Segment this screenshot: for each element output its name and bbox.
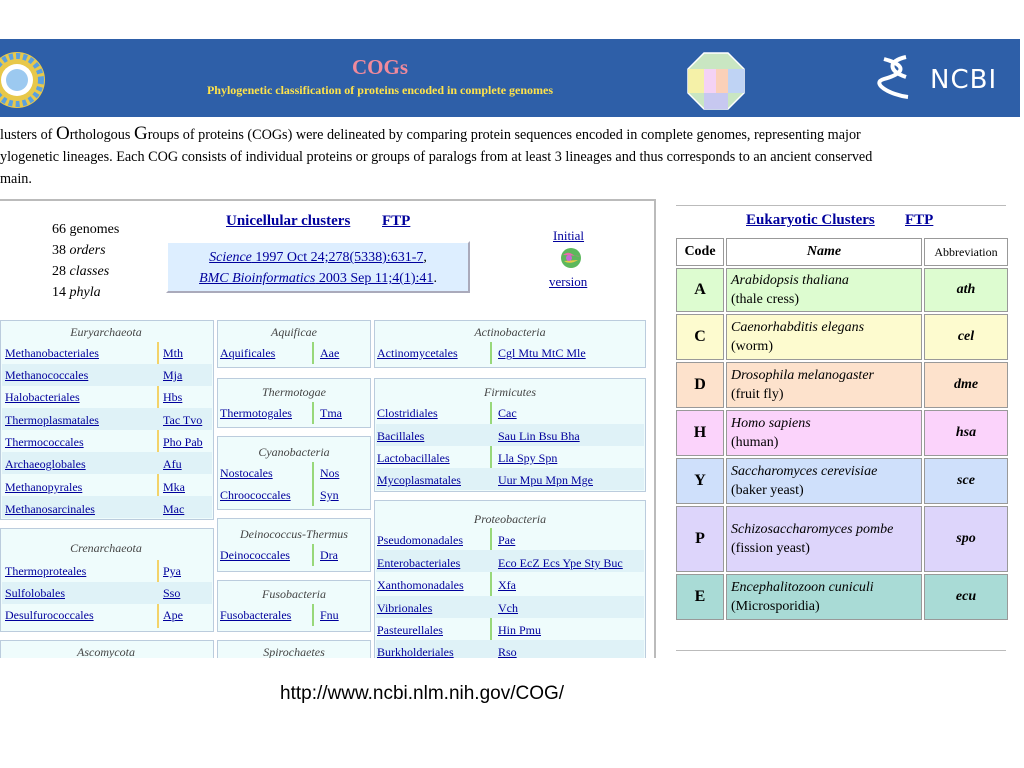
order-link[interactable]: Chroococcales: [220, 488, 291, 502]
abbr-link[interactable]: Hin Pmu: [498, 623, 542, 637]
intro-paragraph: [0, 123, 1020, 190]
species-common-name: (human): [731, 435, 779, 450]
species-common-name: (worm): [731, 339, 773, 354]
divider: [676, 205, 1006, 206]
order-link[interactable]: Thermoplasmatales: [5, 413, 99, 427]
order-link[interactable]: Thermoproteales: [5, 564, 87, 578]
abbr-link[interactable]: Mja: [163, 368, 183, 382]
abbr-link[interactable]: Hbs: [163, 390, 183, 404]
abbr-link[interactable]: Syn: [320, 488, 339, 502]
order-link[interactable]: Pseudomonadales: [377, 533, 463, 547]
phylum-proteobacteria: Proteobacteria: [473, 512, 547, 526]
phylum-spirochaetes: Spirochaetes: [263, 645, 325, 658]
intro-line-3: main.: [0, 171, 32, 187]
abbr-link[interactable]: Pae: [498, 533, 516, 547]
phylum-actinobacteria: Actinobacteria: [474, 325, 546, 339]
species-name-cell: [726, 458, 922, 504]
species-common-name: (fission yeast): [731, 541, 810, 556]
species-code: P: [676, 506, 724, 572]
order-link[interactable]: Methanococcales: [5, 368, 89, 382]
ref-end: .: [433, 271, 437, 286]
species-name-cell: [726, 574, 922, 620]
species-code: C: [676, 314, 724, 360]
order-link[interactable]: Fusobacterales: [220, 608, 292, 622]
species-name: Caenorhabditis elegans: [731, 320, 865, 335]
version-link[interactable]: version: [549, 274, 588, 289]
species-common-name: (baker yeast): [731, 483, 804, 498]
cog-wheel-logo-icon: [0, 51, 46, 109]
source-url: http://www.ncbi.nlm.nih.gov/COG/: [280, 683, 565, 704]
order-link[interactable]: Methanobacteriales: [5, 346, 99, 360]
phylum-euryarchaeota: Euryarchaeota: [70, 325, 142, 339]
ncbi-wordmark: NCBI: [930, 65, 998, 95]
order-link[interactable]: Enterobacteriales: [377, 556, 461, 570]
species-code: E: [676, 574, 724, 620]
intro-line-2: ylogenetic lineages. Each COG consists of individual proteins or groups of paralogs from at least 3 lineages and thus corresponds to an ancient conserved: [0, 149, 873, 165]
ref-separator: ,: [423, 250, 427, 265]
species-name: Schizosaccharomyces pombe: [731, 522, 894, 537]
order-link[interactable]: Deinococcales: [220, 548, 290, 562]
page-title: COGs: [351, 55, 408, 79]
abbr-link[interactable]: Cgl Mtu MtC Mle: [498, 346, 586, 360]
order-link[interactable]: Aquificales: [220, 346, 276, 360]
header-banner: [0, 39, 1020, 117]
order-link[interactable]: Actinomycetales: [377, 346, 458, 360]
table-row: [676, 574, 1008, 620]
intro-initial-g: G: [133, 123, 148, 144]
header-abbreviation: Abbreviation: [924, 238, 1008, 266]
abbr-link[interactable]: Pho Pab: [163, 435, 203, 449]
order-link[interactable]: Archaeoglobales: [5, 457, 86, 471]
phylum-crenarchaeota: Crenarchaeota: [70, 541, 142, 555]
order-link[interactable]: Clostridiales: [377, 406, 438, 420]
species-name: Arabidopsis thaliana: [731, 273, 849, 288]
order-link[interactable]: Desulfurococcales: [5, 608, 94, 622]
species-code: H: [676, 410, 724, 456]
abbr-link[interactable]: Lla Spy Spn: [498, 451, 558, 465]
species-code: Y: [676, 458, 724, 504]
divider: [676, 650, 1006, 651]
page-subtitle: Phylogenetic classification of proteins encoded in complete genomes: [206, 83, 554, 97]
phylum-ascomycota: Ascomycota: [77, 645, 135, 658]
order-link[interactable]: Halobacteriales: [5, 390, 80, 404]
order-link[interactable]: Mycoplasmatales: [377, 473, 461, 487]
order-link[interactable]: Xanthomonadales: [377, 578, 464, 592]
table-row: [676, 314, 1008, 360]
reference-box: [166, 241, 470, 293]
classes-count: 28: [52, 264, 70, 279]
order-link[interactable]: Sulfolobales: [5, 586, 65, 600]
ncbi-helix-icon: [876, 51, 916, 105]
abbr-link[interactable]: Tac Tvo: [163, 413, 203, 427]
column-divider: [312, 462, 314, 506]
abbr-link[interactable]: Pya: [163, 564, 181, 578]
table-row: [676, 410, 1008, 456]
abbr-link[interactable]: Cac: [498, 406, 517, 420]
science-citation: 1997 Oct 24;278(5338):631-7: [251, 250, 424, 265]
order-link[interactable]: Burkholderiales: [377, 645, 454, 658]
header-code: Code: [676, 238, 724, 266]
eukaryotic-table: [674, 236, 1010, 622]
eukaryotic-ftp-link[interactable]: FTP: [905, 212, 934, 228]
abbr-link[interactable]: Vch: [498, 601, 518, 615]
species-abbreviation: ecu: [924, 574, 1008, 620]
abbr-link[interactable]: Uur Mpu Mpn Mge: [498, 473, 593, 487]
abbr-link[interactable]: Mth: [163, 346, 184, 360]
intro-text: lusters of: [0, 127, 56, 143]
species-name-cell: [726, 410, 922, 456]
abbr-link[interactable]: Rso: [498, 645, 517, 658]
orders-label: orders: [69, 243, 106, 258]
bmc-journal: BMC Bioinformatics: [199, 271, 316, 286]
order-link[interactable]: Pasteurellales: [377, 623, 443, 637]
order-link[interactable]: Thermotogales: [220, 406, 292, 420]
species-abbreviation: ath: [924, 268, 1008, 312]
abbr-link[interactable]: Fnu: [320, 608, 339, 622]
order-link[interactable]: Lactobacillales: [377, 451, 450, 465]
species-abbreviation: dme: [924, 362, 1008, 408]
phylum-thermotogae: Thermotogae: [262, 385, 326, 399]
species-code: D: [676, 362, 724, 408]
unicellular-clusters-link[interactable]: Unicellular clusters: [226, 213, 351, 229]
order-link[interactable]: Nostocales: [220, 466, 273, 480]
species-abbreviation: sce: [924, 458, 1008, 504]
species-abbreviation: spo: [924, 506, 1008, 572]
abbr-link[interactable]: Nos: [320, 466, 340, 480]
science-ref-link[interactable]: [209, 250, 423, 265]
classes-label: classes: [69, 264, 110, 279]
intro-text: rthologous: [69, 127, 134, 143]
abbr-link[interactable]: Tma: [320, 406, 342, 420]
species-common-name: (fruit fly): [731, 387, 784, 402]
intro-text: roups of proteins (COGs) were delineated by comparing protein sequences encoded in complete genomes, representing major: [147, 127, 861, 143]
table-row: [676, 268, 1008, 312]
species-name: Drosophila melanogaster: [731, 368, 874, 383]
abbr-link[interactable]: Sso: [163, 586, 181, 600]
phylum-deinococcus-thermus: Deinococcus-Thermus: [240, 527, 348, 541]
genome-count: 66 genomes: [52, 222, 120, 237]
divider: [654, 199, 656, 658]
order-link[interactable]: Vibrionales: [377, 601, 433, 615]
order-link[interactable]: Methanopyrales: [5, 480, 83, 494]
intro-initial-o: O: [55, 123, 70, 144]
initial-version-link[interactable]: Initial: [553, 228, 585, 243]
column-divider: [490, 342, 492, 364]
abbr-link[interactable]: Eco EcZ Ecs Ype Sty Buc: [498, 556, 623, 570]
table-row: [676, 362, 1008, 408]
orders-count: 38: [52, 243, 70, 258]
globe-icon[interactable]: [560, 247, 582, 269]
phylum-cyanobacteria: Cyanobacteria: [258, 445, 330, 459]
phylum-fusobacteria: Fusobacteria: [262, 587, 326, 601]
genome-counts: [52, 219, 119, 303]
phylum-firmicutes: Firmicutes: [484, 385, 536, 399]
species-name: Encephalitozoon cuniculi: [731, 580, 874, 595]
species-code: A: [676, 268, 724, 312]
header-name: Name: [726, 238, 922, 266]
divider: [0, 199, 654, 201]
species-name-cell: [726, 314, 922, 360]
order-link[interactable]: Methanosarcinales: [5, 502, 95, 516]
phyla-label: phyla: [69, 285, 101, 300]
abbr-link[interactable]: Afu: [163, 457, 182, 471]
octagon-logo-icon: [686, 51, 746, 111]
table-row: [676, 458, 1008, 504]
abbr-link[interactable]: Mka: [163, 480, 185, 494]
abbr-link[interactable]: Dra: [320, 548, 338, 562]
abbr-link[interactable]: Aae: [320, 346, 340, 360]
phyla-count: 14: [52, 285, 70, 300]
bmc-ref-link[interactable]: [199, 271, 433, 286]
species-name-cell: [726, 362, 922, 408]
order-link[interactable]: Thermococcales: [5, 435, 84, 449]
species-common-name: (thale cress): [731, 292, 800, 307]
column-divider: [490, 528, 492, 658]
abbr-link[interactable]: Mac: [163, 502, 185, 516]
species-name: Homo sapiens: [731, 416, 811, 431]
species-abbreviation: hsa: [924, 410, 1008, 456]
ftp-link[interactable]: FTP: [382, 213, 411, 229]
bmc-citation: 2003 Sep 11;4(1):41: [315, 271, 434, 286]
order-link[interactable]: Bacillales: [377, 429, 425, 443]
column-divider: [312, 402, 314, 424]
column-divider: [312, 342, 314, 364]
science-journal: Science: [209, 250, 252, 265]
table-row: [676, 506, 1008, 572]
abbr-link[interactable]: Sau Lin Bsu Bha: [498, 429, 580, 443]
table-header-row: [676, 238, 1008, 266]
eukaryotic-clusters-link[interactable]: Eukaryotic Clusters: [746, 212, 875, 228]
abbr-link[interactable]: Ape: [163, 608, 183, 622]
column-divider: [312, 604, 314, 626]
species-abbreviation: cel: [924, 314, 1008, 360]
phylum-aquificae: Aquificae: [271, 325, 317, 339]
species-name-cell: [726, 268, 922, 312]
abbr-link[interactable]: Xfa: [498, 578, 516, 592]
species-common-name: (Microsporidia): [731, 599, 820, 614]
species-name: Saccharomyces cerevisiae: [731, 464, 878, 479]
column-divider: [312, 544, 314, 566]
species-name-cell: [726, 506, 922, 572]
